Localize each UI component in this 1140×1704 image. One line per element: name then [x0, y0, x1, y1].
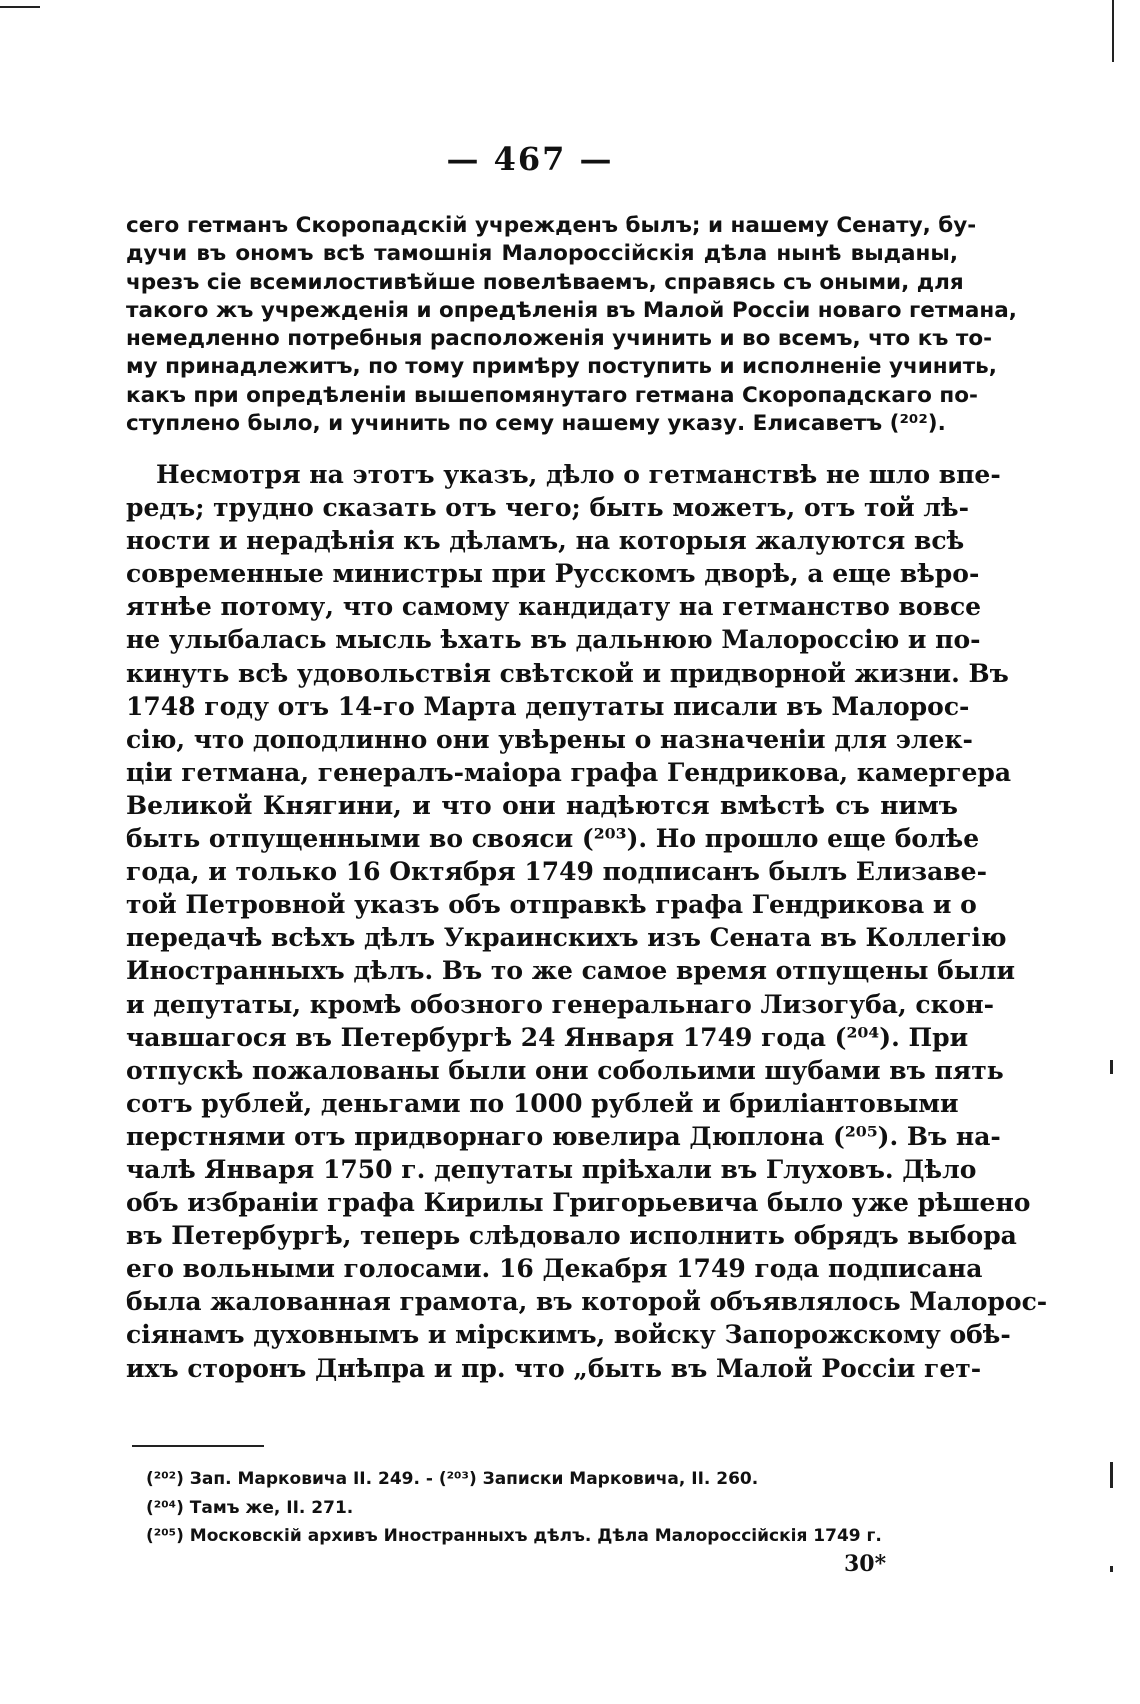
scan-edge-mark	[1110, 1566, 1113, 1572]
body-line: быть отпущенными во свояси (²⁰³). Но прошло еще болѣе	[126, 824, 980, 854]
scan-edge-mark	[1110, 1462, 1113, 1488]
body-line: ности и нерадѣнія къ дѣламъ, на которыя жалуются всѣ	[126, 526, 965, 556]
body-line: редъ; трудно сказать отъ чего; быть можетъ, отъ той лѣ-	[126, 493, 969, 523]
body-line: Иностранныхъ дѣлъ. Въ то же самое время отпущены были	[126, 956, 1016, 986]
body-line: ятнѣе потому, что самому кандидату на гетманство вовсе	[126, 592, 982, 622]
page-number: — 467 —	[446, 140, 614, 178]
body-line: ихъ сторонъ Днѣпра и пр. что „быть въ Малой Россіи гет-	[126, 1353, 982, 1383]
quoted-decree	[126, 212, 1017, 438]
body-line: не улыбалась мысль ѣхать въ дальнюю Малороссію и по-	[126, 625, 981, 655]
body-line: Несмотря на этотъ указъ, дѣло о гетманствѣ не шло впе-	[156, 460, 1001, 489]
body-line: года, и только 16 Октября 1749 подписанъ былъ Елизаве-	[126, 857, 987, 887]
footnote-divider	[132, 1445, 264, 1447]
quote-line: чрезъ сіе всемилостивѣйше повелѣваемъ, справясь съ оными, для	[126, 269, 964, 295]
scan-edge-mark	[0, 6, 40, 8]
quote-line: какъ при опредѣленіи вышепомянутаго гетмана Скоропадскаго по-	[126, 382, 978, 408]
quote-line: сего гетманъ Скоропадскій учрежденъ былъ; и нашему Сенату, бу-	[126, 213, 977, 238]
scan-edge-mark	[1112, 0, 1114, 62]
body-line: ціи гетмана, генералъ-маіора графа Гендрикова, камергера	[126, 757, 1012, 787]
body-line: отпускѣ пожалованы были они собольими шубами въ пять	[126, 1055, 1004, 1085]
footnote: (²⁰⁵) Московскій архивъ Иностранныхъ дѣлъ. Дѣла Малороссійскія 1749 г.	[146, 1526, 882, 1546]
body-line: кинуть всѣ удовольствія свѣтской и придворной жизни. Въ	[126, 658, 1009, 688]
body-line: сію, что доподлинно они увѣрены о назначеніи для элек-	[126, 724, 973, 754]
body-line: передачѣ всѣхъ дѣлъ Украинскихъ изъ Сената въ Коллегію	[126, 923, 1007, 953]
body-line: была жалованная грамота, въ которой объявлялось Малорос-	[126, 1287, 1048, 1317]
quote-line: немедленно потребныя расположенія учинить и во всемъ, что къ то-	[126, 326, 993, 352]
scan-edge-mark	[1110, 1060, 1113, 1074]
body-line: объ избраніи графа Кирилы Григорьевича было уже рѣшено	[126, 1188, 1031, 1218]
quote-line: дучи въ ономъ всѣ тамошнія Малороссійскія дѣла нынѣ выданы,	[126, 241, 958, 267]
body-line: сіянамъ духовнымъ и мірскимъ, войску Запорожскому обѣ-	[126, 1320, 1011, 1350]
body-line: перстнями отъ придворнаго ювелира Дюплона (²⁰⁵). Въ на-	[126, 1121, 1001, 1151]
footnotes	[146, 1465, 966, 1551]
footnote: (²⁰²) Зап. Марковича II. 249. - (²⁰³) Записки Марковича, II. 260.	[146, 1469, 759, 1489]
quote-line: ступлено было, и учинить по сему нашему указу. Елисаветъ (²⁰²).	[126, 411, 946, 437]
body-line: чалѣ Января 1750 г. депутаты пріѣхали въ Глуховъ. Дѣло	[126, 1154, 977, 1184]
footnote: (²⁰⁴) Тамъ же, II. 271.	[146, 1497, 354, 1518]
body-line: современные министры при Русскомъ дворѣ, а еще вѣро-	[126, 559, 980, 589]
body-line: чавшагося въ Петербургѣ 24 Января 1749 года (²⁰⁴). При	[126, 1022, 969, 1052]
body-line: и депутаты, кромѣ обозного генеральнаго Лизогуба, скон-	[126, 989, 995, 1019]
body-line: сотъ рублей, деньгами по 1000 рублей и бриліантовыми	[126, 1088, 959, 1118]
body-line: его вольными голосами. 16 Декабря 1749 года подписана	[126, 1254, 983, 1284]
body-line: 1748 году отъ 14-го Марта депутаты писали въ Малорос-	[126, 691, 970, 721]
body-line: въ Петербургѣ, теперь слѣдовало исполнить обрядъ выбора	[126, 1221, 1017, 1251]
body-text	[126, 458, 1048, 1385]
quote-line: му принадлежитъ, по тому примѣру поступить и исполненіе учинить,	[126, 354, 997, 380]
quote-line: такого жъ учрежденія и опредѣленія въ Малой Россіи новаго гетмана,	[126, 297, 1017, 323]
body-line: Великой Княгини, и что они надѣются вмѣстѣ съ нимъ	[126, 790, 958, 820]
signature-mark: 30*	[844, 1551, 887, 1577]
body-line: той Петровной указъ объ отправкѣ графа Гендрикова и о	[126, 890, 977, 920]
